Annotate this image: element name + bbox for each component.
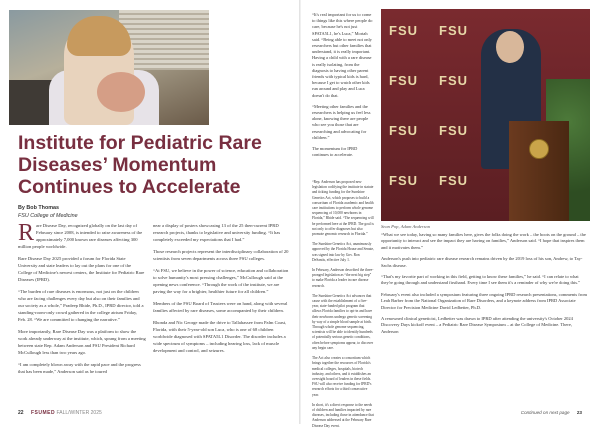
fsu-wall-logo: FSU [439, 173, 468, 188]
byline [18, 204, 78, 220]
photo-caption: Sean Pop, Adam Anderson [381, 224, 431, 229]
page-number-right: 23 [576, 410, 582, 415]
fsu-wall-logo: FSU [439, 123, 468, 138]
paragraph: “It's real important for us to come to things like this where people do care, because he's not just SPATA5L1, he's Luca,” Mortah said. “Being able to meet not only researchers but other families that understand, it is really important. Having a child with a rare disease is really isolating, from the diagnosis to having other parent friends with typical kids is hard, because I get to watch other kids run around and play and Luca doesn't do that. [312, 12, 373, 98]
paragraph: “The burden of rare diseases is enormous, not just on the children who are facing challenges every day but also on their families and our society as a whole,” Pradeep Bhide, Ph.D., IPRD director, told a standing-room-only crowd gathered in the college atrium Friday, Feb. 28. “We are committed to changing the narrative.” [18, 289, 144, 322]
magazine-name: FSUMED [30, 410, 56, 416]
paragraph: “Rep. Anderson has proposed new legislation codifying the institute in statute and ticking funding for the Sunshine Genetics Act, which proposes to build a consortium of Florida academic and health care institutions to perform whole genome sequencing of 10,000 newborns in Florida,” Bhide said. “The sequencing will be performed here at the IPRD. The goal is not only to offer diagnoses but also promote genomic research in Florida.” [312, 180, 374, 237]
article-column-1 [18, 222, 146, 380]
paragraph: near a display of posters showcasing 13 of the 25 then-current IPRD research projects, thanks to legislative and university funding. “It has completely exceeded my expectations that I had.” [153, 223, 281, 242]
page-divider [299, 0, 301, 424]
fsu-wall-logo: FSU [439, 73, 468, 88]
footer-left [18, 410, 102, 416]
paragraph: A renowned clinical geneticist, Ledbetter was drawn to IPRD after attending the university's October 2024 Discovery Days kickoff event – a Pediatric Rare Disease Symposium – at the College of Medicine. There, Anderson [381, 316, 573, 334]
photo-anderson-at-podium [381, 9, 590, 221]
paragraph: The momentum for IPRD continues to accelerate. [312, 146, 358, 158]
issue-season: FALL/WINTER 2025 [56, 410, 102, 416]
paragraph: Those research projects represent the interdisciplinary collaboration of 20 scientists from seven departments across three FSU colleges. [153, 249, 289, 261]
paragraph: “What we see today, having so many families here, gives the folks doing the work – the boots on the ground – the opportunity to interact and see the impact they are having on families,” Anderson said. “I hope that inspires them and it motivates them.” [381, 232, 586, 250]
paragraph: February's event also included a symposium featuring three ongoing IPRD research presentations, comments from Leah Barber from the National Organization of Rare Disorders, and a keynote address from IPRD Associate Director for Precision Medicine David Ledbetter, Ph.D. [381, 291, 588, 310]
paragraph: Rare Disease Day, recognized globally on the last day of February since 2008, is intended to raise awareness of the approximately 7,000 known rare diseases affecting 300 million people worldwide. [18, 220, 143, 249]
paragraph: Members of the FSU Board of Trustees were on hand, along with several families affected by rare diseases, some accompanied by their children. [153, 301, 288, 313]
article-column-4 [381, 232, 590, 340]
drop-cap: R [18, 220, 35, 246]
fsu-wall-logo: FSU [389, 23, 418, 38]
paragraph: “At FSU, we believe in the power of science, education and collaboration to solve humanity's most pressing challenges,” McCullough said at the opening news conference. “Through the work of the institute, we are paving the way for a brighter, healthier future for all children.” [153, 268, 289, 294]
byline-author: By Bob Thomas [18, 205, 60, 211]
page-number-left: 22 [18, 410, 24, 416]
photo-mother-and-child [9, 10, 209, 125]
paragraph: “That's my favorite part of working in this field, getting to know these families,” he said. “I can relate to what they're going through and understand firsthand. Every time I see them it's a reminder of why we're doing this.” [381, 274, 581, 286]
paragraph: More importantly, Rare Disease Day was a platform to show the work already underway at the institute, which, sprang from a meeting between state Rep. Adam Anderson and FSU President Richard McCullough less than two years ago. [18, 329, 146, 355]
paragraph: The Act also creates a consortium which brings together the resources of Florida's medical colleges, hospitals, biotech industry, and others, and it establishes an oversight board of leaders in these fields. FSU will also receive funding for IPRD's research efforts for a third consecutive year. [312, 356, 372, 397]
article-column-3-lower [312, 180, 374, 434]
continued-note: Continued on next page [520, 410, 570, 415]
paragraph: “I am completely blown away with the rapid pace and the progress that has been made,” Anderson said as he toured [18, 362, 141, 374]
paragraph: The Sunshine Genetics Act advances that cause with the establishment of a five-year, state-funded pilot program that allows Florida families to opt-in and have their newborns undergo genetic screening by way of a simple blood sample at birth. Through whole genome sequencing, scientists will be able to identify hundreds of potentially serious genetic conditions, often before symptoms appear, to discover any begin care. [312, 293, 374, 350]
paragraph: “Meeting other families and the researchers is helping us feel less alone, knowing there are people who see you those that are researching and advocating for children.” [312, 103, 371, 140]
fsu-wall-logo: FSU [389, 173, 418, 188]
footer-right [521, 410, 582, 415]
paragraph: Rhonda and Nic George made the drive to Tallahassee from Palm Coast, Florida, with their 5-year-old son Luca, who is one of 68 children worldwide diagnosed with SPATA5L1 Disorder. The disorder includes a wide spectrum of symptoms – including hearing loss, lack of muscle development and control, and seizures. [153, 320, 287, 353]
fsu-wall-logo: FSU [439, 23, 468, 38]
paragraph: The Sunshine Genetics Act, unanimously approved by the Florida House and Senate, was signed into law by Gov. Ron DeSantis, effective July 1. [312, 242, 374, 262]
paragraph: In February, Anderson described the three-pronged legislation as “the next big step” to make Florida a leader in rare disease research. [312, 268, 374, 288]
article-column-3 [312, 12, 374, 163]
article-column-2 [153, 222, 289, 359]
paragraph: In short, it's a direct response to the needs of children and families impacted by rare diseases, including those in attendance that Anderson addressed at the February Rare Disease Day event. [312, 402, 374, 428]
fsu-wall-logo: FSU [389, 123, 418, 138]
byline-affiliation: FSU College of Medicine [18, 213, 78, 219]
paragraph: Anderson's push into pediatric rare disease research remains driven by the 2019 loss of his son, Andrew, to Tay-Sachs disease. [381, 256, 583, 268]
fsu-wall-logo: FSU [389, 73, 418, 88]
article-title: Institute for Pediatric Rare Diseases’ Momentum Continues to Accelerate [18, 132, 262, 198]
paragraph: Rare Disease Day 2025 provided a forum for Florida State University and state leaders to lay out the plans for one of the College of Medicine's newest centers, the Institute for Pediatric Rare Diseases (IPRD). [18, 256, 145, 282]
